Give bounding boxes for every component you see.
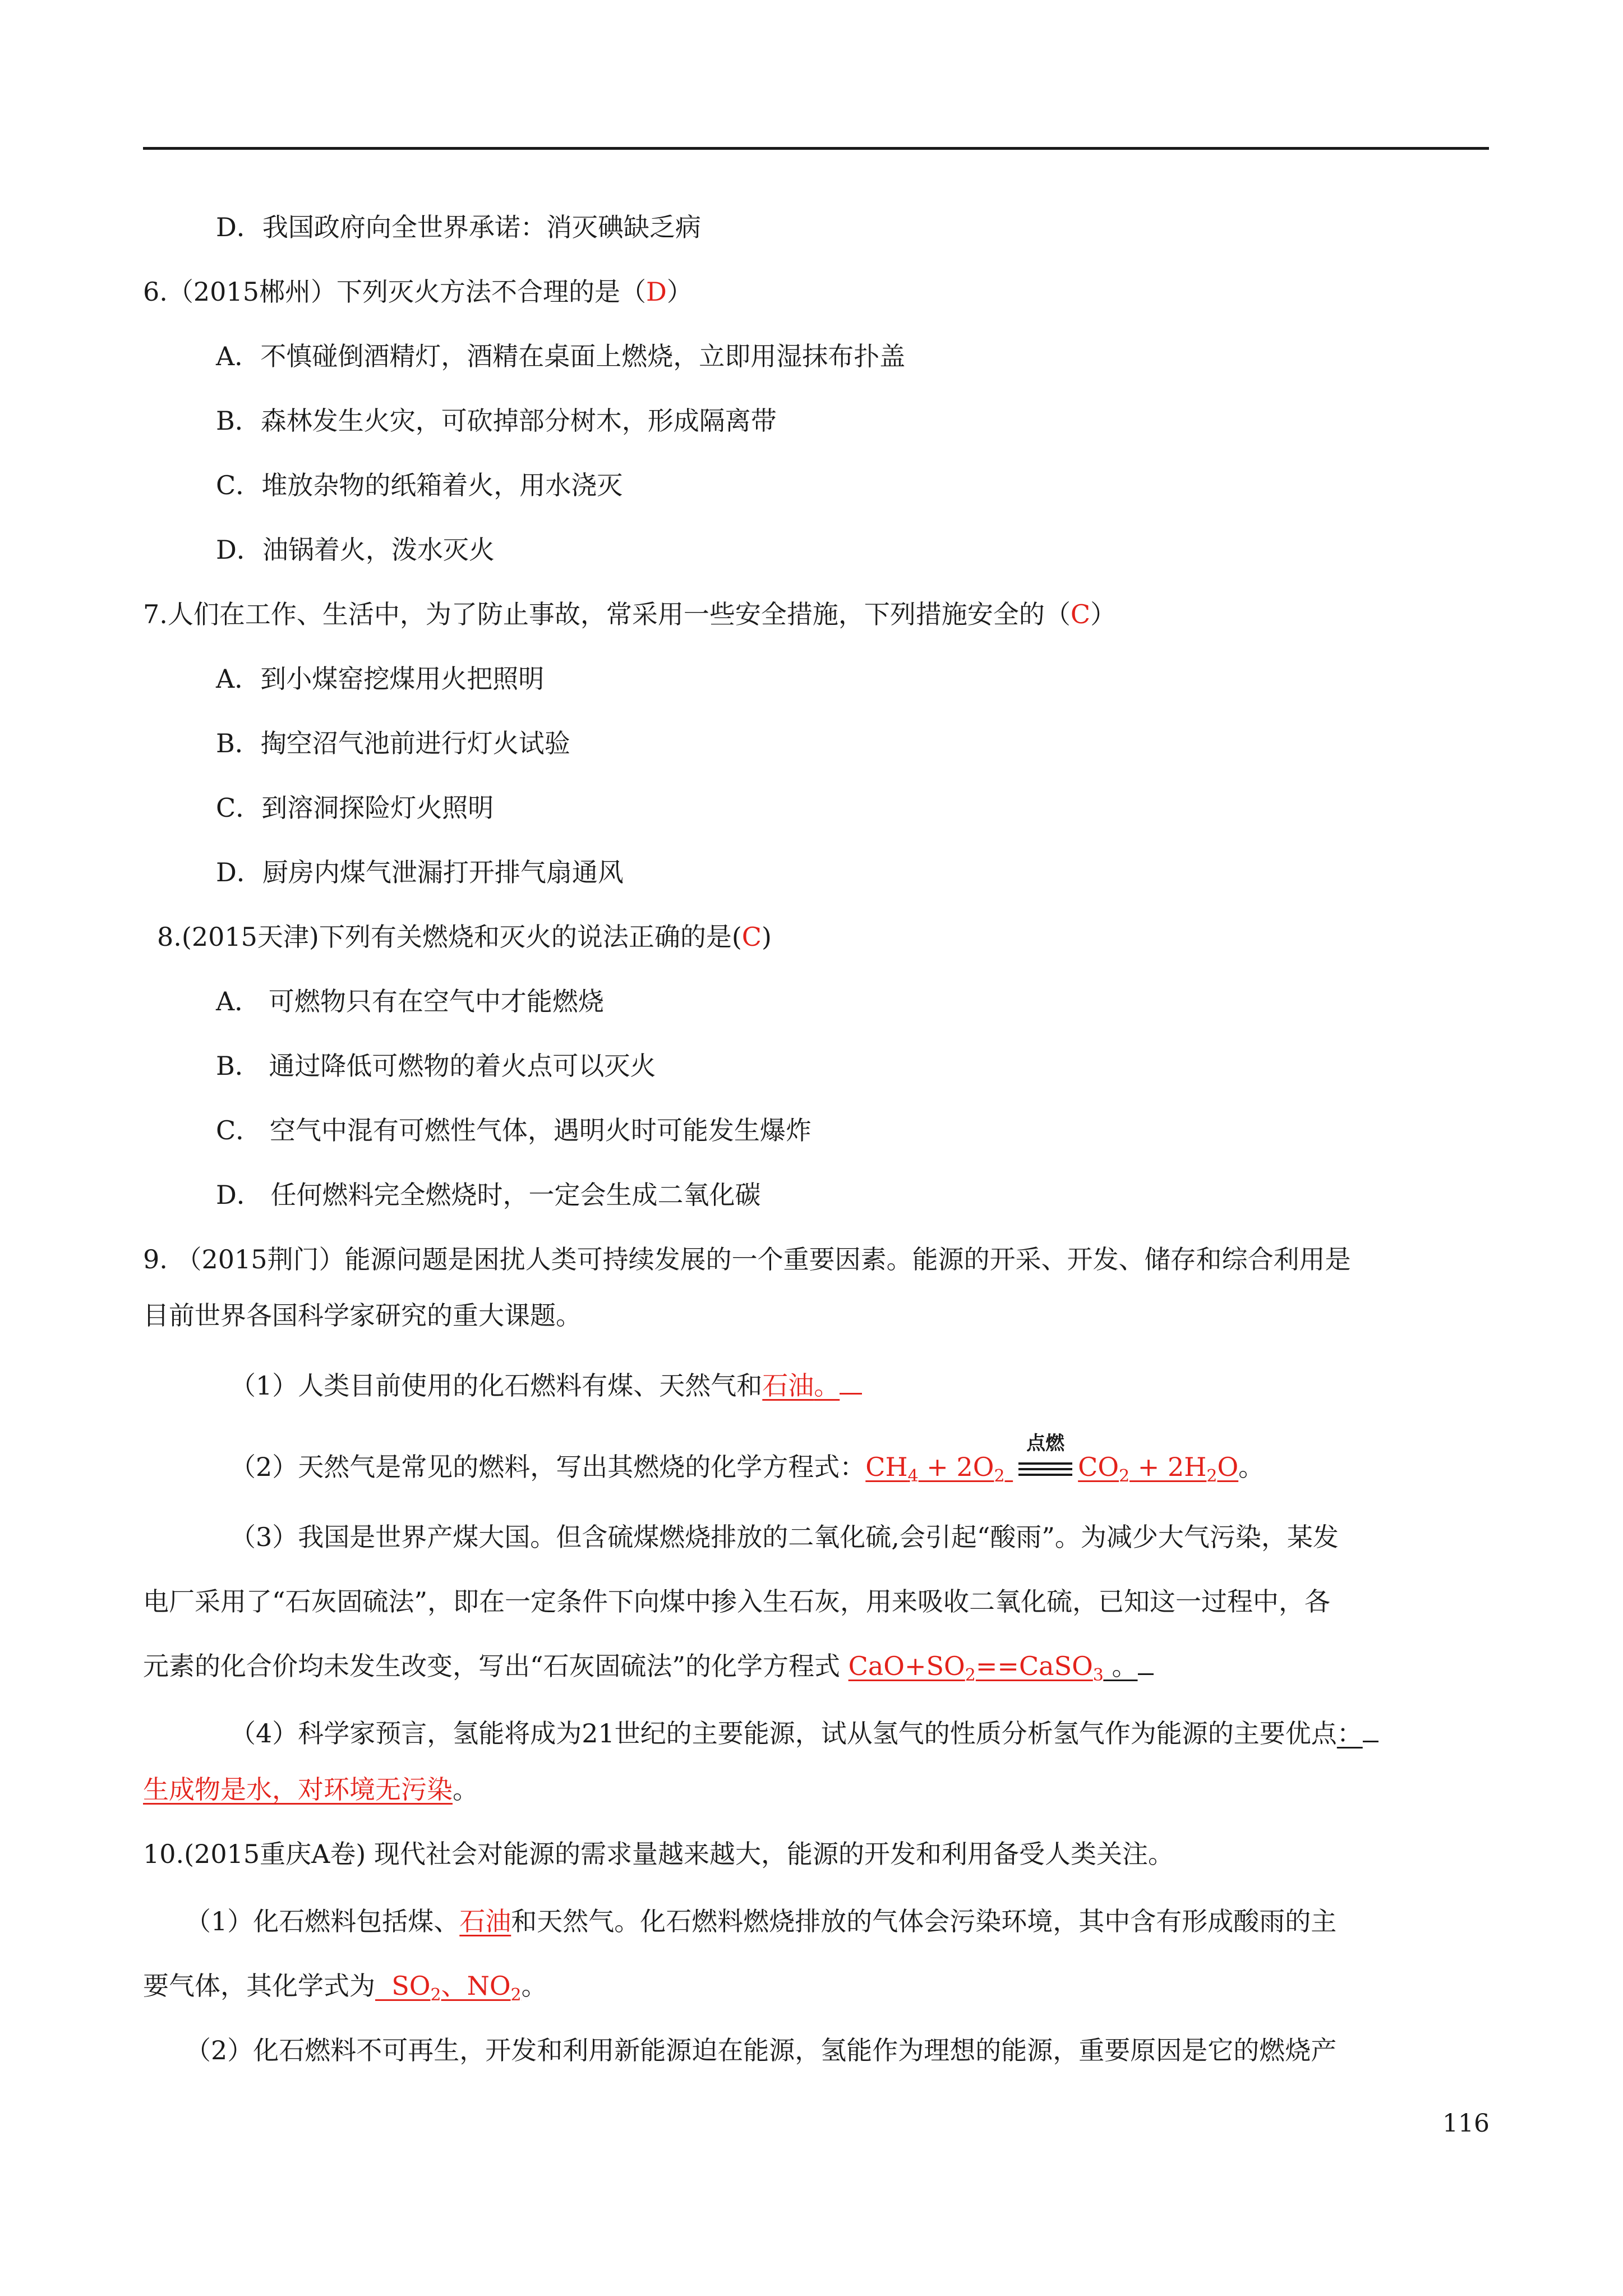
q9-p2-condition: 点燃 [1026,1432,1065,1455]
q9-p3-suffix: 。 [1103,1651,1138,1681]
q9-p1-suffix: 。 [814,1370,840,1401]
q10-p1-line1 [185,1904,1336,1938]
q10-stem: 10.(2015重庆A卷) 现代社会对能源的需求量越来越大，能源的开发和利用备受人类关注。 [143,1839,1174,1869]
q10-p1-line2 [143,1969,547,2012]
q6-option-c: C．堆放杂物的纸箱着火，用水浇灭 [216,470,623,500]
q9-p4-line1 [230,1717,1378,1750]
q9-p2-equation-sign [1018,1432,1072,1486]
q9-p4-answer: 生成物是水，对环境无污染 [143,1774,453,1805]
q9-p1-prefix: （1）人类目前使用的化石燃料有煤、天然气和 [230,1370,763,1401]
q9-p2-equation-left: $CH_4 + 2O_2$ [865,1452,1005,1486]
q8-answer: C [741,922,762,952]
q9-p3-line1: （3）我国是世界产煤大国。但含硫煤燃烧排放的二氧化硫,会引起“酸雨”。为减少大气污染，某发 [230,1522,1339,1552]
q9-p4-colon: ： [1336,1718,1363,1749]
q6-stem [143,275,693,309]
q9-p3-line3 [143,1649,1154,1692]
header-rule [143,147,1489,150]
q10-p1-line2-prefix: 要气体，其化学式为 [143,1971,375,2001]
q10-p1-answer2: $SO_2$、$NO_2$ [375,1971,522,2005]
q9-p3-answer: $CaO+SO_2==CaSO_3$ [848,1651,1104,1685]
q9-p2-equation-right: $CO_2 + 2H_2O$ [1078,1452,1239,1486]
q8-stem-text: 8.(2015天津)下列有关燃烧和灭火的说法正确的是( [157,922,742,952]
q10-p2-line1: （2）化石燃料不可再生，开发和利用新能源迫在能源，氢能作为理想的能源，重要原因是它的燃烧产 [185,2035,1337,2065]
q8-option-a: A． 可燃物只有在空气中才能燃烧 [216,986,604,1016]
q9-p4-end: 。 [453,1774,478,1805]
q10-p1-answer: 石油 [459,1906,511,1936]
page-number: 116 [1442,2109,1490,2138]
q9-p3-prefix: 元素的化合价均未发生改变，写出“石灰固硫法”的化学方程式 [143,1651,849,1681]
q8-stem-close: ) [762,922,772,952]
q6-stem-text: 6.（2015郴州）下列灭火方法不合理的是（ [143,277,646,307]
q7-option-a: A．到小煤窑挖煤用火把照明 [216,664,545,694]
q8-option-b: B． 通过降低可燃物的着火点可以灭火 [216,1051,656,1081]
q6-option-a: A．不慎碰倒酒精灯，酒精在桌面上燃烧，立即用湿抹布扑盖 [216,341,906,371]
q10-p1-end: 。 [521,1971,547,2001]
q6-stem-close: ） [666,277,693,307]
q7-option-d: D．厨房内煤气泄漏打开排气扇通风 [216,857,624,887]
q9-part1 [230,1369,862,1402]
q9-stem-line2: 目前世界各国科学家研究的重大课题。 [143,1300,582,1331]
q10-p1-mid: 和天然气。化石燃料燃烧排放的气体会污染环境，其中含有形成酸雨的主 [511,1906,1337,1936]
q8-stem [157,920,772,954]
q9-p3-underline [1138,1654,1154,1675]
q9-stem-line1: 9. （2015荆门）能源问题是困扰人类可持续发展的一个重要因素。能源的开采、开发、储存和综合利用是 [143,1244,1351,1274]
q10-p1-prefix: （1）化石燃料包括煤、 [185,1906,460,1936]
q6-option-b: B．森林发生火灾，可砍掉部分树木，形成隔离带 [216,406,777,436]
q7-stem [143,597,1116,631]
q5-option-d: D．我国政府向全世界承诺：消灭碘缺乏病 [216,212,701,242]
q7-stem-close: ） [1090,599,1117,629]
q6-answer: D [645,277,667,307]
q7-option-b: B．掏空沼气池前进行灯火试验 [216,728,570,758]
q9-p4-underline [1363,1722,1378,1742]
q9-p1-underline [840,1374,862,1395]
q8-option-c: C． 空气中混有可燃性气体，遇明火时可能发生爆炸 [216,1115,811,1145]
q9-part2 [230,1432,1265,1493]
q7-option-c: C．到溶洞探险灯火照明 [216,793,494,823]
q8-option-d: D． 任何燃料完全燃烧时，一定会生成二氧化碳 [216,1180,761,1210]
q7-answer: C [1070,599,1091,629]
q9-p1-answer: 石油 [762,1370,814,1401]
q9-p4-text: （4）科学家预言，氢能将成为21世纪的主要能源，试从氢气的性质分析氢气作为能源的主要优点 [230,1718,1337,1749]
q9-p3-line2: 电厂采用了“石灰固硫法”，即在一定条件下向煤中掺入生石灰，用来吸收二氧化硫，已知这一过程中，各 [143,1586,1331,1617]
q9-p4-line2 [143,1773,478,1806]
q6-option-d: D．油锅着火，泼水灭火 [216,535,495,565]
q9-p2-end: 。 [1238,1452,1265,1482]
q7-stem-text: 7.人们在工作、生活中，为了防止事故，常采用一些安全措施，下列措施安全的（ [143,599,1071,629]
q9-p2-prefix: （2）天然气是常见的燃料，写出其燃烧的化学方程式： [230,1452,866,1482]
